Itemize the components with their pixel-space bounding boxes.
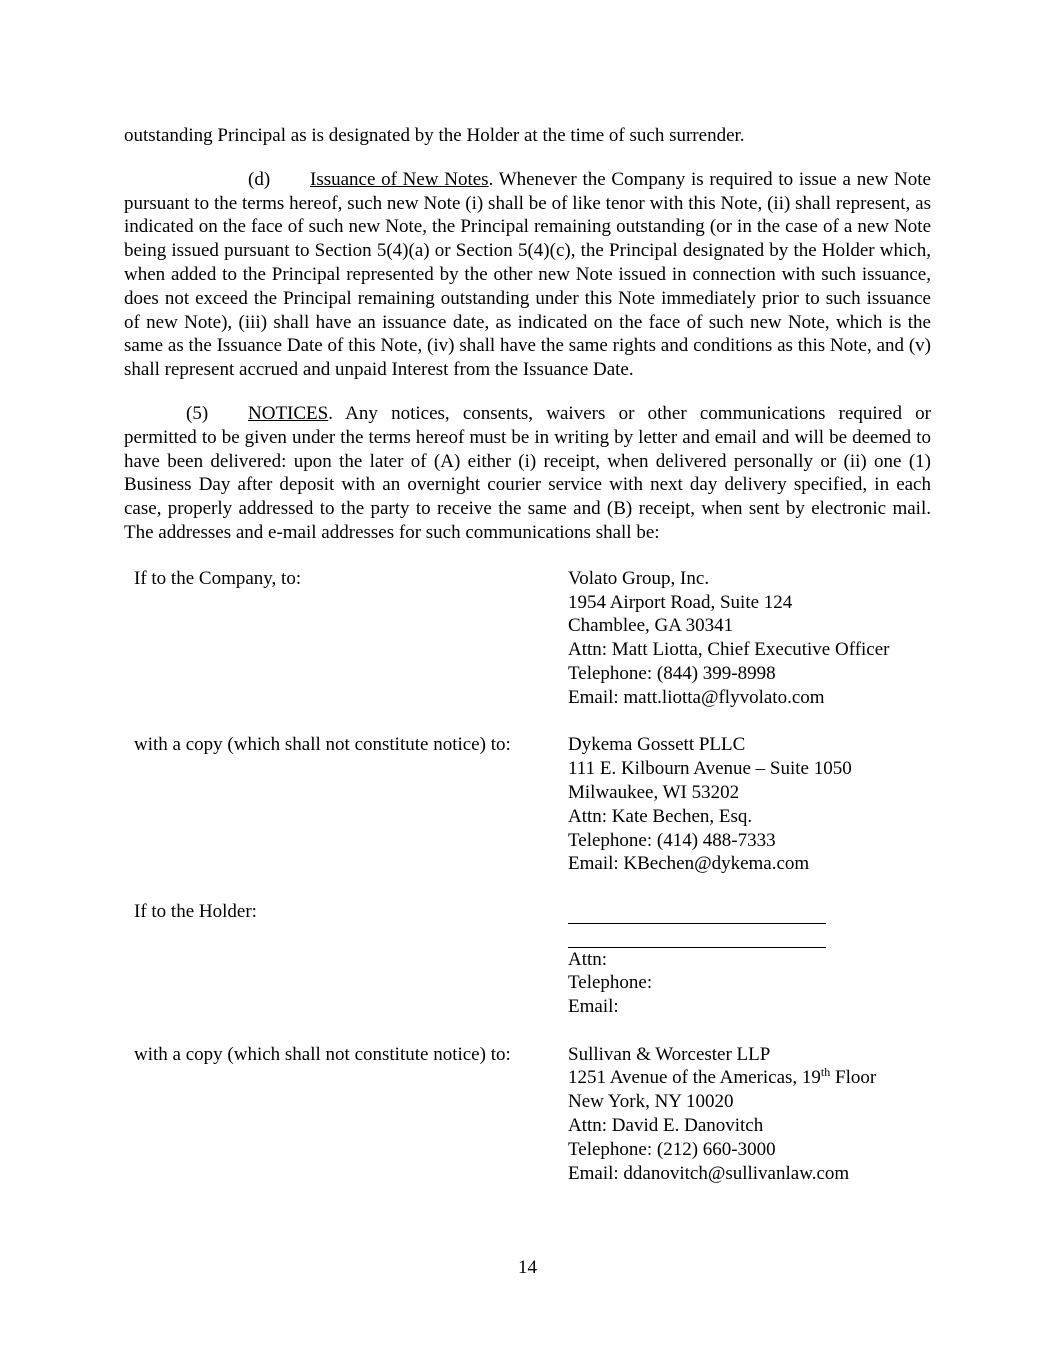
section-d-heading: Issuance of New Notes: [310, 168, 489, 190]
holder-copy-firm: Sullivan & Worcester LLP: [568, 1043, 771, 1065]
company-address-lines: [568, 567, 931, 710]
company-address-block: [134, 567, 931, 710]
section-d-label: (d): [248, 168, 271, 190]
company-attn: Attn: Matt Liotta, Chief Executive Officer: [568, 639, 890, 661]
section-d-body: . Whenever the Company is required to issue a new Note pursuant to the terms hereof, such new Note (i) shall be of like tenor with this Note, (ii) shall represent, as indicated on the face of such new Note, the Principal remaining outstanding (or in the case of a new Note being issued pursuant to Section 5(4)(a) or Section 5(4)(c), the Principal designated by the Holder which, when added to the Principal represented by the other new Note issued in connection with such issuance, does not exceed the Principal remaining outstanding under this Note immediately prior to such issuance of new Note), (iii) shall have an issuance date, as indicated on the face of such new Note, which is the same as the Issuance Date of this Note, (iv) shall have the same rights and conditions as this Note, and (v) shall represent accrued and unpaid Interest from the Issuance Date.: [124, 168, 931, 381]
holder-address-lines: [568, 900, 931, 1019]
company-copy-label: with a copy (which shall not constitute notice) to:: [134, 734, 511, 756]
section-5-label: (5): [186, 402, 209, 424]
company-name: Volato Group, Inc.: [568, 567, 710, 589]
company-city: Chamblee, GA 30341: [568, 615, 734, 637]
document-page: [124, 124, 931, 1209]
company-telephone: Telephone: (844) 399-8998: [568, 662, 776, 684]
section-d-paragraph: [124, 168, 931, 382]
company-copy-address-block: [134, 733, 931, 876]
holder-email: Email:: [568, 996, 619, 1018]
company-copy-city: Milwaukee, WI 53202: [568, 781, 740, 803]
holder-attn: Attn:: [568, 948, 608, 970]
company-copy-email: Email: KBechen@dykema.com: [568, 853, 810, 875]
holder-copy-street: [568, 1066, 931, 1090]
holder-copy-city: New York, NY 10020: [568, 1091, 734, 1113]
company-copy-attn: Attn: Kate Bechen, Esq.: [568, 805, 753, 827]
holder-label: If to the Holder:: [134, 900, 257, 922]
holder-telephone: Telephone:: [568, 972, 653, 994]
section-5-heading: NOTICES: [248, 402, 329, 424]
company-copy-street: 111 E. Kilbourn Avenue – Suite 1050: [568, 758, 852, 780]
company-email: Email: matt.liotta@flyvolato.com: [568, 686, 825, 708]
company-street: 1954 Airport Road, Suite 124: [568, 591, 793, 613]
company-copy-address-lines: [568, 733, 931, 876]
holder-blank-line: [568, 900, 826, 924]
holder-copy-email: Email: ddanovitch@sullivanlaw.com: [568, 1162, 850, 1184]
lead-paragraph: outstanding Principal as is designated by the Holder at the time of such surrender.: [124, 125, 745, 146]
holder-copy-label: with a copy (which shall not constitute notice) to:: [134, 1043, 511, 1065]
section-5-paragraph: [124, 402, 931, 545]
page-number: 14: [518, 1257, 537, 1278]
holder-copy-street-ordinal: th: [820, 1065, 831, 1080]
company-label: If to the Company, to:: [134, 567, 302, 589]
holder-copy-street-floor: Floor: [830, 1067, 877, 1089]
company-copy-telephone: Telephone: (414) 488-7333: [568, 829, 776, 851]
holder-copy-telephone: Telephone: (212) 660-3000: [568, 1138, 776, 1160]
section-5-body: . Any notices, consents, waivers or other communications required or permitted to be given under the terms hereof must be in writing by letter and email and will be deemed to have been delivered: upon the later of (A) either (i) receipt, when delivered personally or (ii) one (1) Business Day after deposit with an overnight courier service with next day delivery specified, in each case, properly addressed to the party to receive the same and (B) receipt, when sent by electronic mail. The addresses and e-mail addresses for such communications shall be:: [124, 402, 931, 543]
company-copy-firm: Dykema Gossett PLLC: [568, 734, 746, 756]
holder-copy-address-lines: [568, 1043, 931, 1186]
holder-copy-attn: Attn: David E. Danovitch: [568, 1115, 764, 1137]
holder-copy-address-block: [134, 1043, 931, 1186]
holder-copy-street-text: 1251 Avenue of the Americas, 19: [568, 1067, 821, 1089]
holder-blank-line: [568, 924, 826, 948]
holder-address-block: [134, 900, 931, 1019]
